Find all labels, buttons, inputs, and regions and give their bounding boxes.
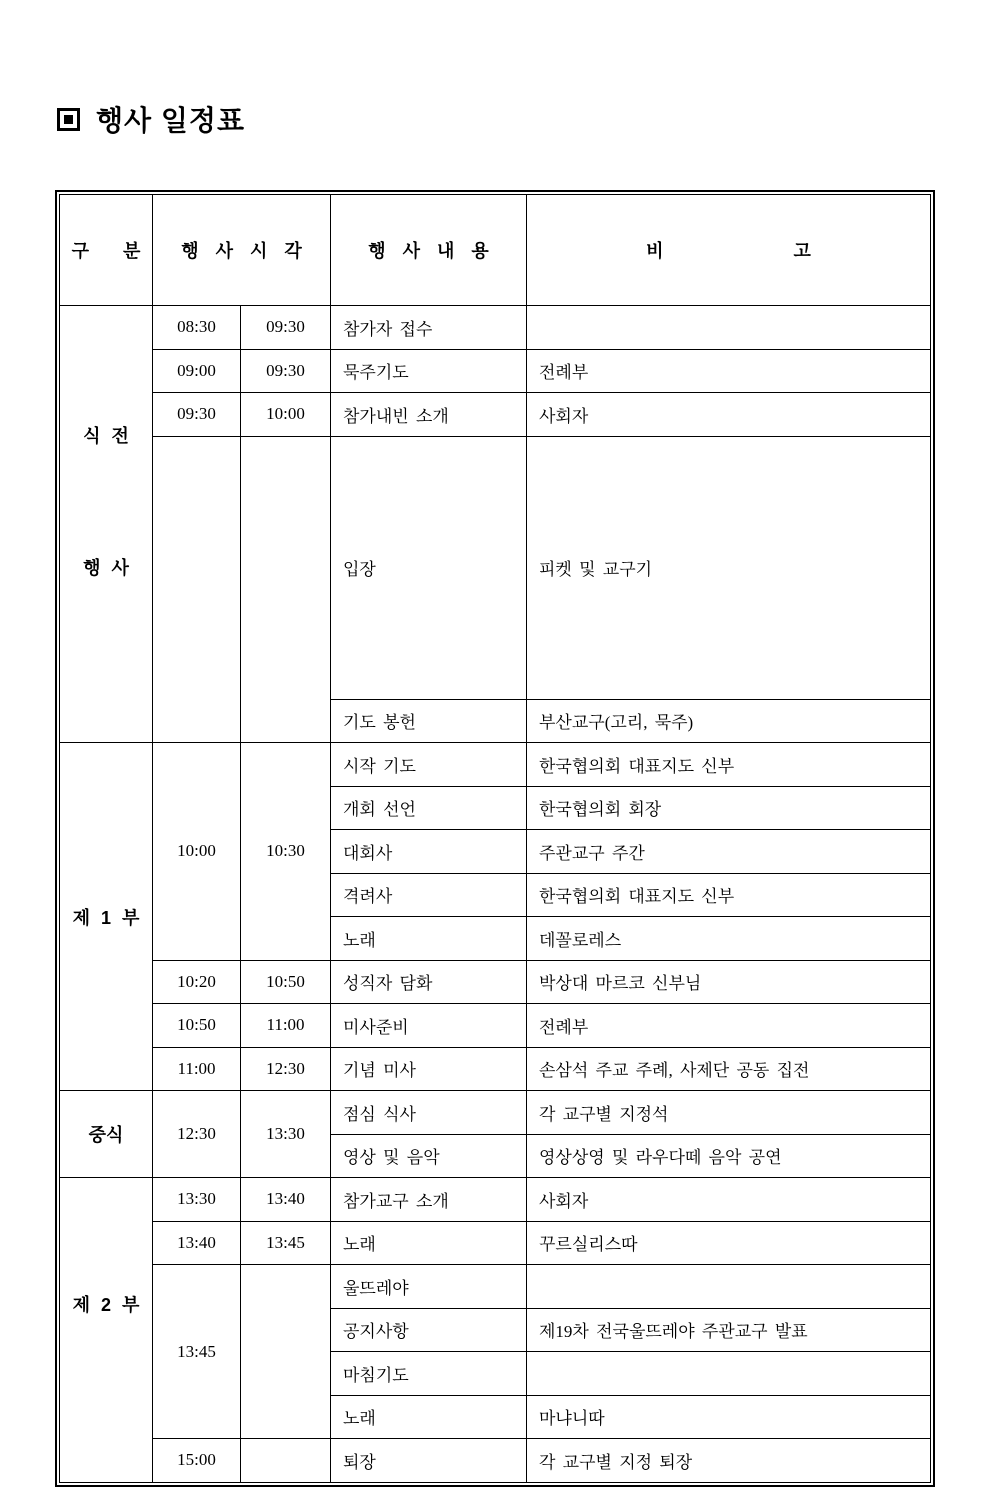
header-time: 행 사 시 각: [153, 195, 331, 306]
remark-cell: 한국협의회 회장: [527, 786, 931, 830]
time-end-cell: 10:30: [241, 743, 331, 961]
content-cell: 노래: [331, 1395, 527, 1439]
header-remark: [527, 195, 931, 306]
content-cell: 기도 봉헌: [331, 699, 527, 743]
time-start-cell: 10:00: [153, 743, 241, 961]
header-category: 구 분: [60, 195, 153, 306]
content-cell: 참가내빈 소개: [331, 393, 527, 437]
remark-cell: 영상상영 및 라우다떼 음악 공연: [527, 1134, 931, 1178]
time-start-cell: 10:20: [153, 960, 241, 1004]
time-end-cell: [241, 1265, 331, 1439]
time-end-cell: 10:00: [241, 393, 331, 437]
remark-cell: 각 교구별 지정 퇴장: [527, 1439, 931, 1483]
remark-cell: 박상대 마르코 신부님: [527, 960, 931, 1004]
table-row: [60, 306, 931, 350]
remark-cell: 전례부: [527, 349, 931, 393]
category-cell-lunch: 중식: [60, 1091, 153, 1178]
remark-cell: 손삼석 주교 주례, 사제단 공동 집전: [527, 1047, 931, 1091]
time-start-cell: 10:50: [153, 1004, 241, 1048]
remark-cell: [527, 1265, 931, 1309]
remark-cell: [527, 1352, 931, 1396]
category-cell-part-1: 제 1 부: [60, 743, 153, 1091]
remark-cell: 데꼴로레스: [527, 917, 931, 961]
header-content: 행 사 내 용: [331, 195, 527, 306]
table-row: [60, 393, 931, 437]
remark-cell: 마냐니따: [527, 1395, 931, 1439]
time-start-cell: 13:45: [153, 1265, 241, 1439]
remark-cell: 사회자: [527, 1178, 931, 1222]
remark-cell: 사회자: [527, 393, 931, 437]
content-cell: 퇴장: [331, 1439, 527, 1483]
content-cell: 성직자 담화: [331, 960, 527, 1004]
time-end-cell: 09:30: [241, 306, 331, 350]
table-row: [60, 960, 931, 1004]
remark-cell: 한국협의회 대표지도 신부: [527, 873, 931, 917]
time-end-cell: [241, 436, 331, 743]
table-row: [60, 1047, 931, 1091]
table-row: [60, 1265, 931, 1309]
content-cell: 개회 선언: [331, 786, 527, 830]
header-remark-left: 비: [646, 241, 664, 261]
remark-cell: 한국협의회 대표지도 신부: [527, 743, 931, 787]
time-start-cell: 13:30: [153, 1178, 241, 1222]
remark-cell: 꾸르실리스따: [527, 1221, 931, 1265]
table-row: [60, 349, 931, 393]
time-start-cell: 08:30: [153, 306, 241, 350]
header-row: [60, 195, 931, 306]
content-cell: 울뜨레야: [331, 1265, 527, 1309]
content-cell: 대회사: [331, 830, 527, 874]
table-row: [60, 436, 931, 699]
square-bullet-inner: [64, 115, 73, 124]
content-cell: 노래: [331, 1221, 527, 1265]
time-end-cell: 09:30: [241, 349, 331, 393]
time-start-cell: 13:40: [153, 1221, 241, 1265]
page-title-text: 행사 일정표: [96, 105, 246, 136]
schedule-table-grid: [59, 194, 931, 1483]
content-cell: 입장: [331, 436, 527, 699]
remark-cell: 피켓 및 교구기: [527, 436, 931, 699]
remark-cell: [527, 306, 931, 350]
remark-cell: 각 교구별 지정석: [527, 1091, 931, 1135]
time-start-cell: 09:30: [153, 393, 241, 437]
table-row: [60, 1091, 931, 1135]
category-label: 제 2 부: [72, 1294, 140, 1315]
time-start-cell: 11:00: [153, 1047, 241, 1091]
category-label-line: 행 사: [83, 558, 129, 578]
time-end-cell: 13:30: [241, 1091, 331, 1178]
remark-cell: 제19차 전국울뜨레야 주관교구 발표: [527, 1308, 931, 1352]
time-start-cell: 12:30: [153, 1091, 241, 1178]
content-cell: 참가교구 소개: [331, 1178, 527, 1222]
content-cell: 영상 및 음악: [331, 1134, 527, 1178]
content-cell: 참가자 접수: [331, 306, 527, 350]
content-cell: 마침기도: [331, 1352, 527, 1396]
header-remark-right: 고: [793, 241, 811, 261]
time-end-cell: 13:45: [241, 1221, 331, 1265]
schedule-table: [55, 190, 935, 1487]
table-row: [60, 1221, 931, 1265]
time-end-cell: 10:50: [241, 960, 331, 1004]
remark-cell: 주관교구 주간: [527, 830, 931, 874]
time-end-cell: 12:30: [241, 1047, 331, 1091]
category-cell-pre-event: [60, 306, 153, 743]
category-label-line: 식 전: [83, 426, 129, 446]
content-cell: 격려사: [331, 873, 527, 917]
time-start-cell: 15:00: [153, 1439, 241, 1483]
remark-cell: 부산교구(고리, 묵주): [527, 699, 931, 743]
time-end-cell: 11:00: [241, 1004, 331, 1048]
table-row: [60, 1439, 931, 1483]
content-cell: 시작 기도: [331, 743, 527, 787]
time-end-cell: [241, 1439, 331, 1483]
remark-cell: 전례부: [527, 1004, 931, 1048]
table-row: [60, 743, 931, 787]
category-cell-part-2: [60, 1178, 153, 1483]
content-cell: 노래: [331, 917, 527, 961]
content-cell: 점심 식사: [331, 1091, 527, 1135]
square-bullet-icon: [57, 108, 80, 131]
content-cell: 묵주기도: [331, 349, 527, 393]
table-row: [60, 1178, 931, 1222]
content-cell: 미사준비: [331, 1004, 527, 1048]
page-title: [57, 99, 245, 139]
table-row: [60, 1004, 931, 1048]
time-start-cell: [153, 436, 241, 743]
time-end-cell: 13:40: [241, 1178, 331, 1222]
content-cell: 공지사항: [331, 1308, 527, 1352]
content-cell: 기념 미사: [331, 1047, 527, 1091]
time-start-cell: 09:00: [153, 349, 241, 393]
